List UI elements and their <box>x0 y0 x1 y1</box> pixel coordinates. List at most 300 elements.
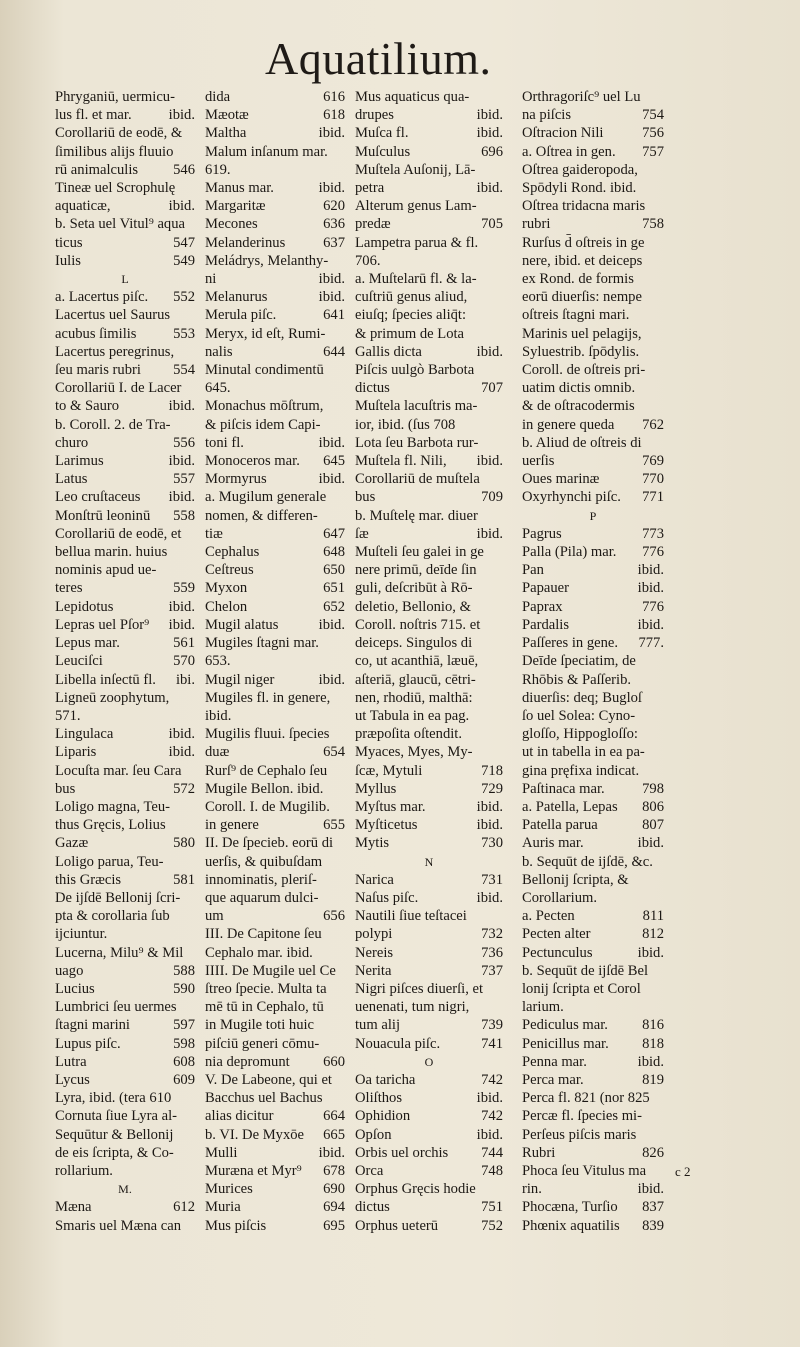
index-entry <box>205 452 345 470</box>
entry-term: polypi <box>355 926 393 943</box>
index-entry <box>522 944 664 962</box>
entry-page-ref: ibid. <box>637 580 664 597</box>
section-letter <box>55 1180 195 1198</box>
entry-term: Latus <box>55 471 88 488</box>
entry-term: præpoſita oſtendit. <box>355 726 463 743</box>
index-entry <box>355 689 503 707</box>
entry-page-ref: 645 <box>323 453 345 470</box>
index-entry <box>55 1217 195 1235</box>
entry-term: uerſis, & quibuſdam <box>205 853 323 870</box>
entry-term: Minutal condimentū <box>205 362 324 379</box>
entry-term: uerſis <box>522 453 555 470</box>
index-entry <box>355 288 503 306</box>
entry-page-ref: 644 <box>323 343 345 360</box>
index-entry <box>355 780 503 798</box>
entry-page-ref: 837 <box>642 1199 664 1216</box>
entry-page-ref: 729 <box>481 780 503 797</box>
index-entry <box>205 907 345 925</box>
entry-page-ref: 654 <box>323 744 345 761</box>
index-entry <box>55 1126 195 1144</box>
entry-term: & primum de Lota <box>355 325 465 342</box>
index-entry <box>205 944 345 962</box>
entry-term: Penicillus mar. <box>522 1035 609 1052</box>
index-entry <box>355 1071 503 1089</box>
entry-page-ref: 612 <box>173 1199 195 1216</box>
index-entry <box>355 507 503 525</box>
index-entry <box>55 798 195 816</box>
entry-term: & de oſtracodermis <box>522 398 635 415</box>
entry-page-ref: 637 <box>323 234 345 251</box>
index-entry <box>55 288 195 306</box>
index-entry <box>205 343 345 361</box>
index-entry <box>355 907 503 925</box>
entry-page-ref: 776 <box>642 598 664 615</box>
index-entry <box>355 762 503 780</box>
index-entry <box>355 1107 503 1125</box>
entry-page-ref: 751 <box>481 1199 503 1216</box>
entry-term: Meládrys, Melanthy- <box>205 252 329 269</box>
entry-term: Larimus <box>55 453 104 470</box>
entry-term: Myſticetus <box>355 817 418 834</box>
entry-page-ref: 588 <box>173 962 195 979</box>
entry-term: Syluestrib. ſpōdylis. <box>522 343 640 360</box>
entry-page-ref: 770 <box>642 471 664 488</box>
index-entry <box>522 579 664 597</box>
section-letter-text: N <box>424 854 434 869</box>
entry-term: Lucerna, Milu⁹ & Mil <box>55 944 184 961</box>
entry-term: Orthragoriſc⁹ uel Lu <box>522 89 641 105</box>
index-entry <box>355 834 503 852</box>
entry-term: Monoceros mar. <box>205 453 300 470</box>
entry-term: Melanurus <box>205 289 268 306</box>
entry-term: innominatis, pleriſ- <box>205 871 317 888</box>
entry-term: Percæ fl. ſpecies mi- <box>522 1108 642 1125</box>
index-entry <box>522 379 664 397</box>
entry-term: Phœnix aquatilis <box>522 1217 620 1234</box>
entry-term: rin. <box>522 1181 542 1198</box>
entry-term: ni <box>205 271 217 288</box>
entry-term: a. Muſtelarū fl. & la- <box>355 271 477 288</box>
entry-page-ref: ibid. <box>168 198 195 215</box>
section-letter-text: O <box>424 1054 434 1069</box>
entry-page-ref: 641 <box>323 307 345 324</box>
entry-page-ref: ibid. <box>168 598 195 615</box>
entry-term: nalis <box>205 343 233 360</box>
index-entry <box>355 743 503 761</box>
entry-term: Rurſ⁹ de Cephalo ſeu <box>205 762 328 779</box>
entry-term: Lumbrici ſeu uermes <box>55 999 177 1016</box>
entry-page-ref: ibid. <box>318 1144 345 1161</box>
entry-term: Patella parua <box>522 817 598 834</box>
entry-term: b. Aliud de oſtreis di <box>522 434 642 451</box>
index-entry <box>522 1180 664 1198</box>
entry-term: Mæna <box>55 1199 92 1216</box>
index-entry <box>522 1144 664 1162</box>
entry-term: Bellonij ſcripta, & <box>522 871 629 888</box>
entry-term: ticus <box>55 234 83 251</box>
entry-term: dida <box>205 89 231 105</box>
entry-page-ref: 756 <box>642 125 664 142</box>
entry-page-ref: ibid. <box>637 562 664 579</box>
index-entry <box>205 834 345 852</box>
entry-page-ref: 690 <box>323 1181 345 1198</box>
index-entry <box>205 743 345 761</box>
index-entry <box>205 689 345 707</box>
index-entry <box>522 998 664 1016</box>
index-entry <box>522 616 664 634</box>
entry-page-ref: 732 <box>481 926 503 943</box>
entry-page-ref: ibid. <box>476 525 503 542</box>
index-entry <box>355 379 503 397</box>
entry-term: nere primū, deīde ſin <box>355 562 477 579</box>
entry-term: Coroll. noſtris 715. et <box>355 616 481 633</box>
entry-page-ref: 620 <box>323 198 345 215</box>
entry-page-ref: 709 <box>481 489 503 506</box>
entry-page-ref: 696 <box>481 143 503 160</box>
entry-term: Phoca ſeu Vitulus ma <box>522 1162 647 1179</box>
entry-term: ſtreo ſpecie. Multa ta <box>205 980 327 997</box>
entry-term: Lepras uel Pſor⁹ <box>55 616 150 633</box>
entry-page-ref: 807 <box>642 817 664 834</box>
entry-term: in genere <box>205 817 259 834</box>
index-entry <box>55 488 195 506</box>
entry-term: Oa taricha <box>355 1071 416 1088</box>
entry-term: Pagrus <box>522 525 562 542</box>
entry-page-ref: 597 <box>173 1017 195 1034</box>
index-entry <box>55 161 195 179</box>
index-entry <box>522 561 664 579</box>
column-3 <box>355 88 503 1235</box>
index-entry <box>522 907 664 925</box>
index-entry <box>55 179 195 197</box>
index-entry <box>55 525 195 543</box>
entry-term: b. VI. De Myxōe <box>205 1126 305 1143</box>
entry-term: Lycus <box>55 1071 90 1088</box>
entry-term: Mecones <box>205 216 258 233</box>
entry-page-ref: 739 <box>481 1017 503 1034</box>
entry-term: Sequūtur & Bellonij <box>55 1126 174 1143</box>
entry-term: Muſtela fl. Nili, <box>355 453 447 470</box>
index-entry <box>355 525 503 543</box>
entry-page-ref: ibid. <box>318 616 345 633</box>
entry-page-ref: 558 <box>173 507 195 524</box>
entry-term: IIII. De Mugile uel Ce <box>205 962 336 979</box>
index-entry <box>205 197 345 215</box>
index-entry <box>55 416 195 434</box>
index-entry <box>522 816 664 834</box>
index-entry <box>205 470 345 488</box>
entry-term: Oſtrea tridacna maris <box>522 198 646 215</box>
entry-term: b. Sequūt de ijſdē, &c. <box>522 853 653 870</box>
entry-term: Orca <box>355 1162 384 1179</box>
entry-term: Ophidion <box>355 1108 411 1125</box>
entry-page-ref: 608 <box>173 1053 195 1070</box>
index-entry <box>55 543 195 561</box>
entry-page-ref: 839 <box>642 1217 664 1234</box>
entry-page-ref: ibid. <box>476 343 503 360</box>
entry-page-ref: 818 <box>642 1035 664 1052</box>
entry-page-ref: 811 <box>642 908 664 925</box>
entry-term: diuerſis: deq; Bugloſ <box>522 689 642 706</box>
section-letter <box>55 270 195 288</box>
index-entry <box>355 871 503 889</box>
entry-term: Paſtinaca mar. <box>522 780 605 797</box>
index-entry <box>522 543 664 561</box>
entry-term: gina pręfixa indicat. <box>522 762 640 779</box>
entry-term: lonij ſcripta et Corol <box>522 980 641 997</box>
entry-term: gloſſo, Hippogloſſo: <box>522 726 638 743</box>
entry-page-ref: ibid. <box>318 471 345 488</box>
entry-term: Oſtrea gaideropoda, <box>522 161 638 178</box>
index-entry <box>522 179 664 197</box>
entry-page-ref: ibid. <box>476 125 503 142</box>
index-entry <box>522 234 664 252</box>
entry-page-ref: 647 <box>323 525 345 542</box>
entry-term: rū animalculis <box>55 161 139 178</box>
index-entry <box>522 1053 664 1071</box>
entry-page-ref: 547 <box>173 234 195 251</box>
entry-page-ref: 652 <box>323 598 345 615</box>
index-entry <box>205 1035 345 1053</box>
index-entry <box>522 470 664 488</box>
index-entry <box>355 416 503 434</box>
index-entry <box>205 543 345 561</box>
index-entry <box>205 998 345 1016</box>
entry-page-ref: 557 <box>173 471 195 488</box>
entry-term: Pardalis <box>522 616 570 633</box>
entry-page-ref: ibid. <box>476 1126 503 1143</box>
entry-term: Smaris uel Mæna can <box>55 1217 182 1234</box>
entry-term: ſeu maris rubri <box>55 362 141 379</box>
index-entry <box>55 143 195 161</box>
index-entry <box>522 106 664 124</box>
entry-term: V. De Labeone, qui et <box>205 1071 332 1088</box>
entry-term: 653. <box>205 653 231 670</box>
entry-page-ref: ibid. <box>168 107 195 124</box>
entry-page-ref: 737 <box>481 962 503 979</box>
index-entry <box>205 871 345 889</box>
entry-page-ref: 546 <box>173 161 195 178</box>
entry-term: acubus ſimilis <box>55 325 137 342</box>
index-entry <box>205 1198 345 1216</box>
entry-term: Nautili ſiue teſtacei <box>355 908 467 925</box>
entry-term: Nouacula piſc. <box>355 1035 441 1052</box>
entry-term: Pediculus mar. <box>522 1017 608 1034</box>
index-entry <box>355 434 503 452</box>
entry-term: aquaticæ, <box>55 198 111 215</box>
index-entry <box>522 725 664 743</box>
entry-term: Piſcis uulgò Barbota <box>355 362 475 379</box>
index-entry <box>355 143 503 161</box>
entry-term: drupes <box>355 107 394 124</box>
index-entry <box>522 215 664 233</box>
index-entry <box>355 1180 503 1198</box>
entry-page-ref: ibid. <box>168 744 195 761</box>
index-entry <box>522 88 664 106</box>
index-entry <box>522 306 664 324</box>
index-entry <box>55 962 195 980</box>
entry-page-ref: 609 <box>173 1071 195 1088</box>
index-entry <box>55 834 195 852</box>
entry-page-ref: ibid. <box>637 1181 664 1198</box>
index-entry <box>522 671 664 689</box>
entry-term: Lupus piſc. <box>55 1035 121 1052</box>
entry-page-ref: ibid. <box>168 489 195 506</box>
index-entry <box>522 689 664 707</box>
index-entry <box>522 525 664 543</box>
index-entry <box>355 325 503 343</box>
entry-term: bus <box>55 780 76 797</box>
entry-term: duæ <box>205 744 230 761</box>
entry-term: Lampetra parua & fl. <box>355 234 479 251</box>
index-entry <box>522 197 664 215</box>
index-entry <box>205 762 345 780</box>
index-entry <box>205 725 345 743</box>
entry-term: Gallis dicta <box>355 343 422 360</box>
entry-term: predæ <box>355 216 391 233</box>
index-entry <box>55 998 195 1016</box>
index-entry <box>355 1144 503 1162</box>
entry-term: Paprax <box>522 598 563 615</box>
entry-term: Lingulaca <box>55 726 114 743</box>
entry-term: Penna mar. <box>522 1053 587 1070</box>
entry-page-ref: 754 <box>642 107 664 124</box>
index-entry <box>205 234 345 252</box>
index-entry <box>55 743 195 761</box>
index-entry <box>55 397 195 415</box>
index-entry <box>205 1144 345 1162</box>
index-entry <box>205 161 345 179</box>
entry-term: Lacertus peregrinus, <box>55 343 175 360</box>
index-entry <box>522 252 664 270</box>
entry-term: nen, rhodiū, malthā: <box>355 689 473 706</box>
entry-page-ref: 748 <box>481 1162 503 1179</box>
entry-page-ref: 730 <box>481 835 503 852</box>
index-entry <box>522 270 664 288</box>
entry-page-ref: ibid. <box>637 1053 664 1070</box>
index-entry <box>522 452 664 470</box>
index-entry <box>55 1071 195 1089</box>
entry-term: thus Gręcis, Lolius <box>55 817 166 834</box>
entry-term: Mytis <box>355 835 390 852</box>
entry-page-ref: 616 <box>323 89 345 105</box>
entry-term: III. De Capitone ſeu <box>205 926 322 943</box>
entry-term: petra <box>355 180 385 197</box>
index-entry <box>522 889 664 907</box>
index-entry <box>522 962 664 980</box>
entry-term: uago <box>55 962 84 979</box>
index-entry <box>522 143 664 161</box>
entry-term: de eis ſcripta, & Co- <box>55 1144 174 1161</box>
entry-term: Leo cruſtaceus <box>55 489 141 506</box>
entry-term: Leuciſci <box>55 653 103 670</box>
entry-term: Coroll. de oſtreis pri- <box>522 362 646 379</box>
index-entry <box>355 124 503 142</box>
entry-term: oſtreis ſtagni mari. <box>522 307 630 324</box>
entry-term: Auris mar. <box>522 835 584 852</box>
entry-page-ref: ibid. <box>476 1090 503 1107</box>
entry-page-ref: ibid. <box>168 616 195 633</box>
index-entry <box>522 416 664 434</box>
entry-term: Cornuta ſiue Lyra al- <box>55 1108 177 1125</box>
entry-term: toni fl. <box>205 434 244 451</box>
index-entry <box>522 834 664 852</box>
entry-term: Deīde ſpeciatim, de <box>522 653 636 670</box>
index-entry <box>55 944 195 962</box>
index-entry <box>522 853 664 871</box>
index-entry <box>55 762 195 780</box>
entry-term: Malum inſanum mar. <box>205 143 328 160</box>
entry-page-ref: 549 <box>173 252 195 269</box>
entry-page-ref: ibid. <box>476 180 503 197</box>
index-entry <box>205 1016 345 1034</box>
entry-term: Coroll. I. de Mugilib. <box>205 798 330 815</box>
entry-term: ſcæ, Mytuli <box>355 762 423 779</box>
index-entry <box>55 343 195 361</box>
entry-term: Ceſtreus <box>205 562 254 579</box>
index-entry <box>355 306 503 324</box>
entry-term: churo <box>55 434 89 451</box>
entry-term: b. Muſtelę mar. diuer <box>355 507 478 524</box>
index-entry <box>55 1144 195 1162</box>
index-entry <box>522 1089 664 1107</box>
entry-term: Narica <box>355 871 394 888</box>
index-entry <box>55 1089 195 1107</box>
entry-term: Mugile Bellon. ibid. <box>205 780 324 797</box>
entry-term: mē tū in Cephalo, tū <box>205 999 324 1016</box>
index-entry <box>205 507 345 525</box>
index-entry <box>522 780 664 798</box>
index-entry <box>55 689 195 707</box>
index-entry <box>355 397 503 415</box>
entry-page-ref: 798 <box>642 780 664 797</box>
entry-term: teres <box>55 580 83 597</box>
index-entry <box>55 1053 195 1071</box>
index-entry <box>205 1053 345 1071</box>
entry-term: Myſtus mar. <box>355 798 426 815</box>
entry-term: Rubri <box>522 1144 556 1161</box>
entry-term: Locuſta mar. ſeu Cara <box>55 762 182 779</box>
index-entry <box>55 1162 195 1180</box>
entry-term: Lepidotus <box>55 598 114 615</box>
entry-term: Corollariū I. de Lacer <box>55 380 182 397</box>
entry-page-ref: 806 <box>642 798 664 815</box>
entry-term: uenenati, tum nigri, <box>355 999 470 1016</box>
entry-page-ref: 776 <box>642 544 664 561</box>
index-entry <box>205 106 345 124</box>
index-entry <box>55 215 195 233</box>
index-entry <box>522 488 664 506</box>
entry-term: Mugiles ſtagni mar. <box>205 635 319 652</box>
index-entry <box>355 488 503 506</box>
index-entry <box>205 962 345 980</box>
index-entry <box>522 1071 664 1089</box>
entry-term: Murices <box>205 1181 253 1198</box>
entry-term: Pan <box>522 562 544 579</box>
index-entry <box>355 215 503 233</box>
entry-term: Cephalo mar. ibid. <box>205 944 313 961</box>
index-entry <box>205 1162 345 1180</box>
section-letter <box>522 507 664 525</box>
index-entry <box>522 980 664 998</box>
entry-term: Chelon <box>205 598 248 615</box>
entry-page-ref: ibid. <box>168 726 195 743</box>
entry-term: in Mugile toti huic <box>205 1017 315 1034</box>
entry-page-ref: 773 <box>642 525 664 542</box>
index-entry <box>205 707 345 725</box>
index-entry <box>355 1217 503 1235</box>
entry-term: II. De ſpeciеb. eorū di <box>205 835 334 852</box>
